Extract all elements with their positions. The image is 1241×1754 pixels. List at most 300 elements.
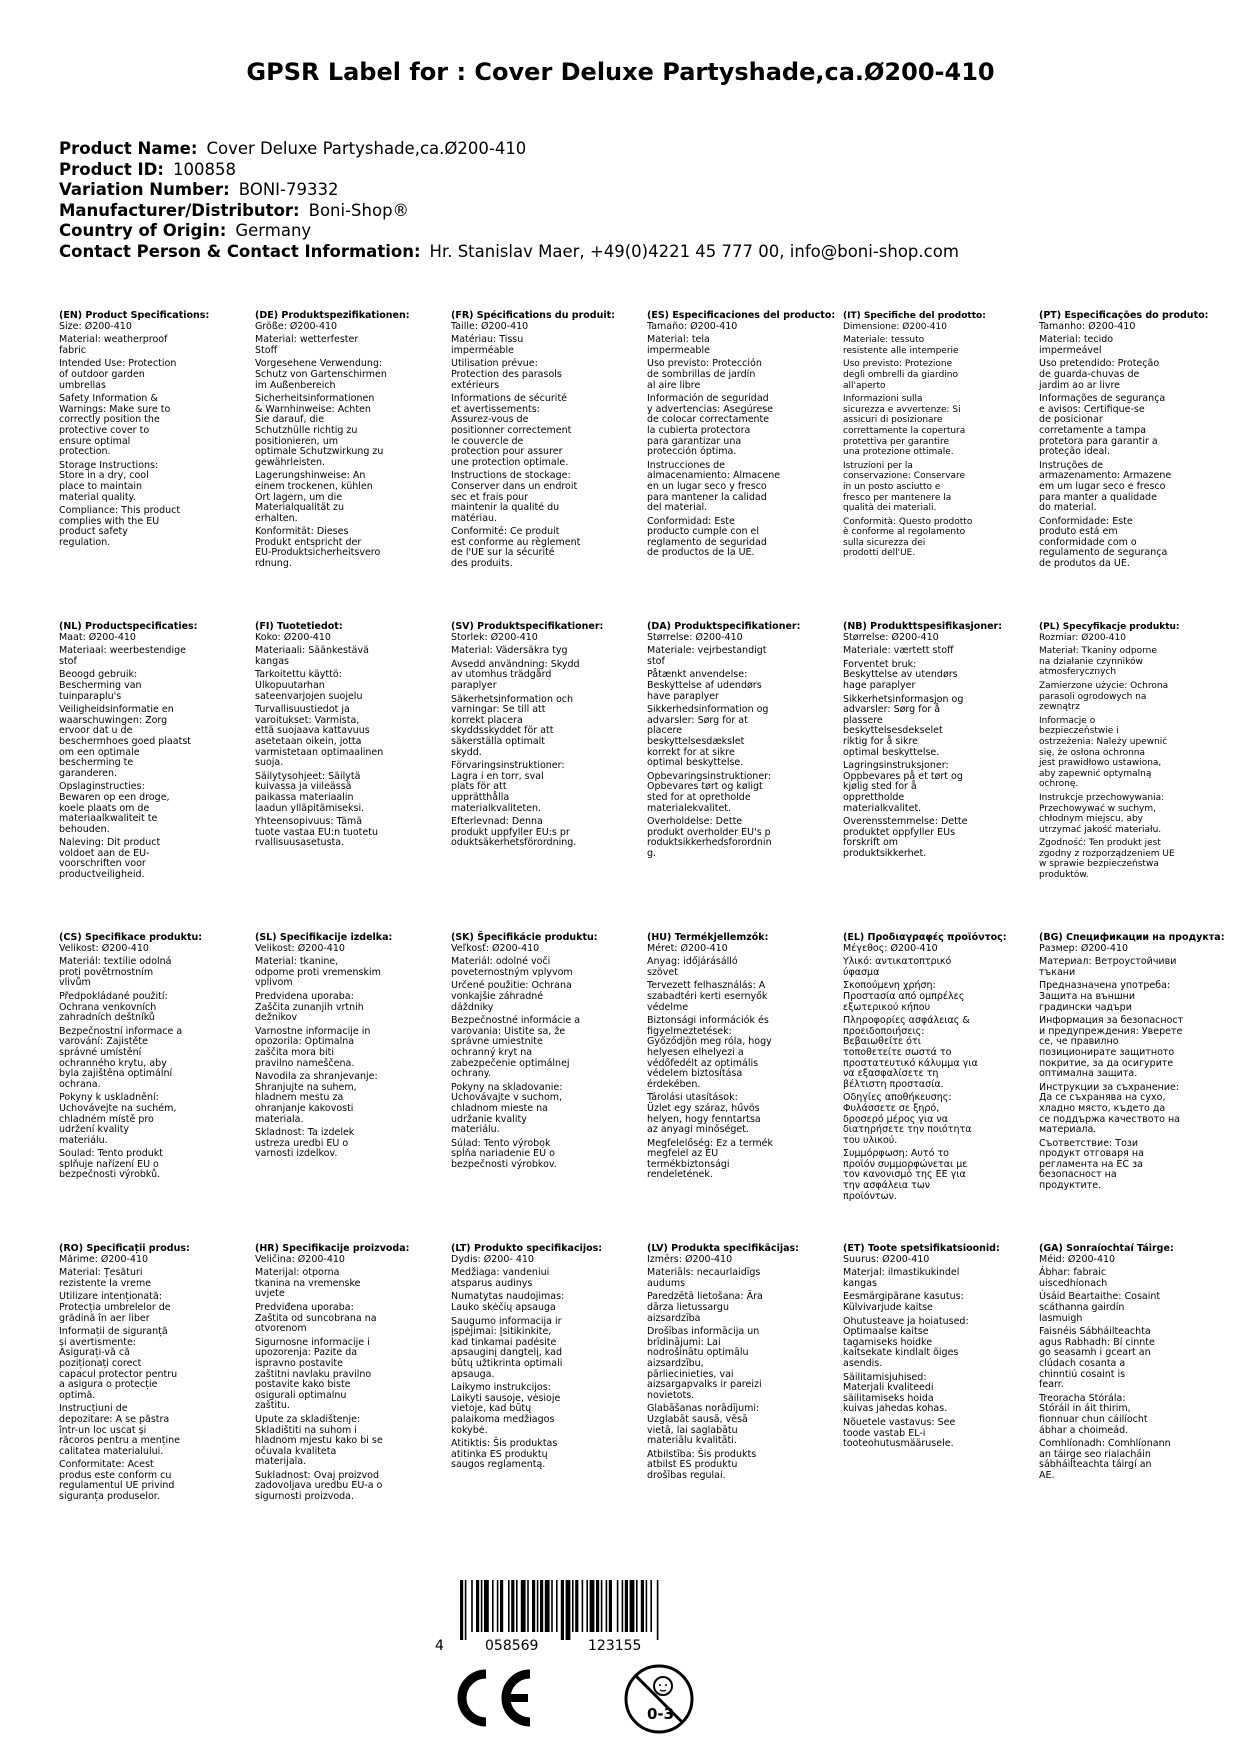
spec-line: Sikkerhetsinformasjon og — [843, 693, 964, 705]
spec-line: Material: tkanine, — [255, 956, 339, 968]
spec-line: Información de seguridad — [647, 393, 769, 405]
spec-line: Material: tela — [647, 334, 710, 346]
product-info — [59, 139, 1209, 263]
spec-line: stof — [59, 655, 77, 667]
spec-line: zewnątrz — [1039, 702, 1080, 713]
spec-line: varnosti izdelkov. — [255, 1148, 338, 1160]
spec-line: w sprawie bezpieczeństwa — [1039, 859, 1159, 870]
spec-line: bescherming te — [59, 757, 134, 769]
spec-line: Uso previsto: Protección — [647, 358, 762, 370]
spec-line: Størrelse: Ø200-410 — [843, 631, 939, 643]
spec-line: materiálu. — [59, 1134, 108, 1146]
spec-heading: (BG) Спецификации на продукта: — [1039, 932, 1225, 943]
spec-line: tuote vastaa EU:n tuotetu — [255, 826, 378, 838]
spec-line: Materijal: otporna — [255, 1267, 340, 1279]
spec-line: rdnung. — [255, 558, 292, 570]
spec-line: Velikost: Ø200-410 — [59, 942, 149, 954]
spec-line: optimal beskyttelse. — [647, 757, 744, 769]
spec-line: Tamanho: Ø200-410 — [1039, 320, 1136, 332]
spec-line: τοποθετείτε σωστά το — [843, 1046, 952, 1058]
spec-line: Glabāšanas norādījumi: — [647, 1403, 760, 1415]
spec-line: odporne proti vremenskim — [255, 966, 381, 978]
spec-line: chladnom mieste na — [451, 1102, 548, 1114]
spec-line: sicurezza e avvertenze: Si — [843, 404, 961, 415]
spec-line: Materiál: textilie odolná — [59, 956, 172, 968]
spec-heading: (DE) Produktspezifikationen: — [255, 310, 410, 321]
spec-line: Pokyny na skladovanie: — [451, 1081, 563, 1093]
spec-line: Ohutusteave ja hoiatused: — [843, 1315, 969, 1327]
spec-block — [843, 622, 1003, 859]
spec-line: τον κανονισμό της ΕΕ για — [843, 1169, 966, 1181]
spec-line: Lagringsinstruksjoner: — [843, 760, 949, 772]
spec-line: beskyttelsesdækslet — [647, 735, 745, 747]
spec-line: správné umístění — [59, 1046, 142, 1058]
product-info-label: Country of Origin: — [59, 221, 227, 241]
spec-heading: (SL) Specifikacije izdelka: — [255, 932, 393, 943]
spec-line: Velikost: Ø200-410 — [255, 942, 345, 954]
barcode-bar — [572, 1580, 574, 1632]
spec-line: protetora para garantir a — [1039, 435, 1158, 447]
spec-line: Material: Vädersäkra tyg — [451, 645, 568, 657]
spec-line: Veľkosť: Ø200-410 — [451, 942, 540, 954]
spec-line: материала. — [1039, 1124, 1097, 1136]
spec-heading: (FI) Tuotetiedot: — [255, 621, 343, 632]
barcode-bar — [465, 1580, 467, 1640]
spec-line: aizsardzība — [647, 1312, 701, 1324]
spec-line: ύφασμα — [843, 966, 880, 978]
spec-heading: (LT) Produkto specifikacijos: — [451, 1243, 603, 1254]
spec-line: de guarda-chuvas de — [1039, 368, 1140, 380]
spec-line: Zamierzone użycie: Ochrona — [1039, 680, 1169, 691]
barcode-right-digits: 123155 — [588, 1638, 642, 1654]
spec-line: imperméable — [451, 344, 514, 356]
spec-line: protettiva per garantire — [843, 436, 950, 447]
spec-line: Intended Use: Protection — [59, 358, 177, 370]
product-info-value: Cover Deluxe Partyshade,ca.Ø200-410 — [206, 139, 527, 158]
spec-line: Drošības informācija un — [647, 1326, 760, 1338]
spec-line: atbilst ES produktu — [647, 1459, 738, 1471]
spec-line: varování: Zajistěte — [59, 1036, 148, 1048]
spec-line: osigurali optimalnu — [255, 1389, 347, 1401]
spec-line: regulation. — [59, 536, 111, 548]
spec-line: érdekében. — [647, 1078, 701, 1090]
spec-line: EU-Produktsicherheitsvero — [255, 547, 381, 559]
spec-line: Storlek: Ø200-410 — [451, 631, 538, 643]
spec-line: kangas — [843, 1277, 877, 1289]
spec-line: optimal beskyttelse. — [843, 746, 940, 758]
spec-line: dārza lietussargu — [647, 1301, 729, 1313]
spec-line: sted for at opretholde — [647, 791, 751, 803]
spec-heading: (IT) Specifiche del prodotto: — [843, 311, 986, 321]
spec-line: Συμμόρφωση: Αυτό το — [843, 1148, 949, 1160]
spec-line: des produits. — [451, 558, 513, 570]
spec-line: Předpokládané použití: — [59, 990, 168, 1002]
spec-line: para manter a qualidade — [1039, 491, 1157, 503]
spec-line: de l'UE sur la sécurité — [451, 547, 555, 559]
spec-line: Sukladnost: Ovaj proizvod — [255, 1469, 379, 1481]
barcode-bar — [636, 1580, 638, 1632]
spec-line: brīdinājumi: Lai — [647, 1336, 721, 1348]
spec-line: Beskyttelse af udendørs — [647, 679, 762, 691]
spec-line: Sicherheitsinformationen — [255, 393, 375, 405]
spec-line: се, че правилно — [1039, 1036, 1119, 1048]
spec-line: complies with the EU — [59, 515, 160, 527]
spec-line: zaštitu. — [255, 1400, 290, 1412]
spec-line: stof — [647, 655, 665, 667]
spec-line: Size: Ø200-410 — [59, 320, 132, 332]
spec-line: figyelmeztetések: — [647, 1025, 732, 1037]
spec-line: sateenvarjojen suojelu — [255, 690, 363, 702]
spec-line: megfelel az EU — [647, 1148, 719, 1160]
spec-line: Zaštita od suncobrana na — [255, 1312, 377, 1324]
spec-line: of outdoor garden — [59, 368, 145, 380]
spec-line: protective cover to — [59, 424, 150, 436]
spec-line: Bezpečnostné informácie a — [451, 1015, 581, 1027]
spec-line: zgodny z rozporządzeniem UE — [1039, 848, 1175, 859]
spec-line: Méret: Ø200-410 — [647, 942, 728, 954]
spec-line: Maat: Ø200-410 — [59, 631, 136, 643]
spec-line: advarsler: Sørg for at — [647, 714, 748, 726]
spec-line: Opbevaringsinstruktioner: — [647, 770, 772, 782]
spec-line: Atbilstība: Šis produkts — [647, 1448, 757, 1460]
spec-line: Material: tecido — [1039, 334, 1114, 346]
spec-line: Skladnost: Ta izdelek — [255, 1127, 355, 1139]
spec-line: Instruções de — [1039, 459, 1104, 471]
spec-line: forskrift om — [843, 837, 899, 849]
spec-line: Materjal: ilmastikukindel — [843, 1267, 960, 1279]
product-info-label: Product ID: — [59, 159, 164, 179]
barcode-bar — [540, 1580, 543, 1632]
spec-line: byla zajištěna optimální — [59, 1068, 173, 1080]
spec-line: Medžiaga: vandeniui — [451, 1267, 550, 1279]
barcode-bar — [497, 1580, 499, 1632]
spec-line: Σκοπούμενη χρήση: — [843, 980, 936, 992]
spec-line: Faisnéis Sábháilteachta — [1039, 1326, 1151, 1338]
spec-line: vplivom — [255, 977, 293, 989]
spec-line: Zaščita zunanjih vrtnih — [255, 1001, 364, 1013]
spec-heading: (FR) Spécifications du produit: — [451, 310, 615, 321]
spec-line: de sombrillas de jardín — [647, 368, 756, 380]
spec-line: correctly position the — [59, 414, 160, 426]
spec-line: une protection optimale. — [451, 456, 569, 468]
spec-line: beskyttelsesdekselet — [843, 725, 943, 737]
spec-block — [59, 622, 219, 881]
spec-line: βέλτιστη προστασία. — [843, 1078, 944, 1090]
spec-line: materialekvalitet. — [647, 802, 732, 814]
spec-line: utrzymać jakość materiału. — [1039, 824, 1162, 835]
spec-line: Ort lagern, um die — [255, 491, 343, 503]
spec-line: Lagerungshinweise: An — [255, 470, 366, 482]
barcode-bar — [481, 1580, 483, 1632]
spec-line: uvjete — [255, 1288, 285, 1300]
spec-line: Varnostne informacije in — [255, 1025, 371, 1037]
spec-line: material quality. — [59, 491, 136, 503]
product-info-label: Variation Number: — [59, 180, 230, 200]
spec-line: materiaalkwaliteit te — [59, 813, 158, 825]
spec-line: būtų užtikrinta optimali — [451, 1357, 563, 1369]
spec-line: Yhteensopivuus: Tämä — [255, 816, 363, 828]
spec-line: parasoli ogrodowych na — [1039, 691, 1147, 702]
spec-block — [843, 311, 1003, 559]
spec-line: Bescherming van — [59, 679, 142, 691]
spec-line: Да се съхранява на сухо, — [1039, 1092, 1166, 1104]
spec-line: y advertencias: Asegúrese — [647, 403, 773, 415]
spec-line: védelme — [647, 1001, 689, 1013]
spec-line: Instructions de stockage: — [451, 470, 571, 482]
spec-line: Förvaringsinstruktioner: — [451, 760, 565, 772]
spec-line: atitinka ES produktų — [451, 1448, 548, 1460]
spec-line: otvorenom — [255, 1323, 307, 1335]
spec-line: προειδοποιήσεις: — [843, 1025, 925, 1037]
spec-line: ostrzeżenia: Należy upewnić — [1039, 736, 1168, 747]
spec-line: riktig for å sikre — [843, 735, 919, 747]
barcode — [430, 1580, 750, 1654]
spec-line: fresco per mantenere la — [843, 492, 952, 503]
product-info-row — [59, 201, 1209, 222]
spec-line: να εξασφαλίσετε τη — [843, 1068, 939, 1080]
spec-line: opozorila: Optimalna — [255, 1036, 355, 1048]
barcode-bar — [551, 1580, 553, 1632]
spec-line: kuivassa ja viileässä — [255, 781, 352, 793]
barcode-bar — [630, 1580, 635, 1632]
barcode-bar — [460, 1580, 463, 1640]
spec-line: prodotti dell'UE. — [843, 548, 916, 559]
spec-line: Uchovávajte v suchom, — [451, 1092, 563, 1104]
spec-line: materiālu kvalitāti. — [647, 1435, 737, 1447]
spec-line: Conformidade: Este — [1039, 515, 1133, 527]
spec-line: Informazioni sulla — [843, 394, 923, 405]
spec-block — [451, 310, 615, 570]
spec-line: Informations de sécurité — [451, 393, 568, 405]
spec-line: paikassa materiaalin — [255, 791, 354, 803]
spec-line: Veiligheidsinformatie en — [59, 704, 174, 716]
spec-line: Защита на външни — [1039, 990, 1136, 1002]
spec-line: udržení kvality — [59, 1124, 130, 1136]
product-info-row — [59, 221, 1209, 242]
spec-line: Utilizare intenționată: — [59, 1291, 162, 1303]
spec-line: tuinparaplu's — [59, 690, 122, 702]
spec-line: Материал: Ветроустойчиви — [1039, 956, 1177, 968]
not-for-children-0-3-icon — [623, 1663, 695, 1735]
spec-heading: (NB) Produkttspesifikasjoner: — [843, 621, 1003, 632]
spec-line: Beoogd gebruik: — [59, 669, 138, 681]
spec-line: ohranjanje kakovosti — [255, 1102, 354, 1114]
spec-line: positionner correctement — [451, 424, 572, 436]
spec-line: produktsikkerhet. — [843, 847, 927, 859]
spec-line: & Warnhinweise: Achten — [255, 403, 371, 415]
spec-line: Materiale: vejrbestandigt — [647, 645, 767, 657]
spec-line: într-un loc uscat și — [59, 1424, 147, 1436]
spec-line: maintenir la qualité du — [451, 502, 560, 514]
product-info-value: Boni-Shop® — [308, 200, 410, 220]
product-info-row — [59, 242, 1209, 263]
barcode-bar — [622, 1580, 624, 1632]
spec-line: säkerställa optimalt — [451, 735, 545, 747]
spec-heading: (NL) Productspecificaties: — [59, 621, 198, 632]
spec-line: produktów. — [1039, 870, 1089, 881]
barcode-bar — [617, 1580, 619, 1632]
spec-line: Οδηγίες αποθήκευσης: — [843, 1092, 952, 1104]
spec-line: Atitiktis: Šis produktas — [451, 1438, 558, 1450]
spec-line: προϊόν συμμορφώνεται με — [843, 1158, 968, 1170]
spec-line: позиционирате защитното — [1039, 1046, 1175, 1058]
spec-line: Μέγεθος: Ø200-410 — [843, 942, 938, 954]
barcode-bar — [492, 1580, 494, 1632]
spec-line: Optimaalse kaitse — [843, 1326, 929, 1338]
spec-block — [59, 933, 219, 1181]
spec-line: Lagra i en torr, sval — [451, 770, 544, 782]
spec-line: siguranța produselor. — [59, 1491, 160, 1503]
spec-line: postavite kako biste — [255, 1379, 351, 1391]
spec-line: vietā, lai saglabātu — [647, 1424, 738, 1436]
spec-block — [255, 622, 415, 849]
spec-line: Φυλάσσετε σε ξηρό, — [843, 1102, 940, 1114]
spec-line: correttamente la copertura — [843, 425, 966, 436]
spec-line: Győződjön meg róla, hogy — [647, 1036, 772, 1048]
spec-line: Méid: Ø200-410 — [1039, 1253, 1116, 1265]
spec-line: Säilytysohjeet: Säilytä — [255, 770, 361, 782]
spec-line: Conformité: Ce produit — [451, 526, 560, 538]
spec-line: προστατευτικό κάλυμμα για — [843, 1057, 978, 1069]
spec-line: kuivas jahedas kohas. — [843, 1403, 948, 1415]
barcode-bar — [646, 1580, 648, 1632]
spec-line: an táirge seo rialacháin — [1039, 1448, 1151, 1460]
barcode-bar — [537, 1580, 539, 1632]
spec-line: oduktsäkerhetsförordning. — [451, 837, 577, 849]
product-info-value: Hr. Stanislav Maer, +49(0)4221 45 777 00, info@boni-shop.com — [429, 241, 959, 261]
spec-line: e avisos: Certifique-se — [1039, 403, 1145, 415]
spec-heading: (PT) Especificações do produto: — [1039, 310, 1209, 321]
spec-line: depozitare: A se păstra — [59, 1413, 170, 1425]
spec-block — [843, 1244, 1003, 1450]
spec-line: protection. — [59, 446, 111, 458]
spec-line: gewährleisten. — [255, 456, 326, 468]
spec-line: vietoje, kad būtų — [451, 1403, 532, 1415]
spec-line: Opslaginstructies: — [59, 781, 145, 793]
spec-line: voorschriften voor — [59, 858, 146, 870]
spec-line: udržanie kvality — [451, 1113, 527, 1125]
spec-line: az anyagi minőséget. — [647, 1124, 749, 1136]
spec-line: ispravno postavite — [255, 1357, 343, 1369]
spec-line: rendeletének. — [647, 1169, 713, 1181]
barcode-bar — [641, 1580, 644, 1632]
spec-line: chladném místě pro — [59, 1113, 154, 1125]
spec-line: Skladištiti na suhom i — [255, 1424, 357, 1436]
spec-line: Przechowywać w suchym, — [1039, 803, 1156, 814]
spec-line: produkt uppfyller EU:s pr — [451, 826, 570, 838]
spec-line: atmosferycznych — [1039, 667, 1117, 678]
spec-line: Utilisation prévue: — [451, 358, 538, 370]
spec-line: et avertissements: — [451, 403, 540, 415]
spec-line: de produtos da UE. — [1039, 558, 1130, 570]
spec-line: įspėjimai: Įsitikinkite, — [451, 1326, 552, 1338]
spec-line: δροσερό μέρος για να — [843, 1113, 948, 1125]
spec-line: ochrana. — [59, 1078, 101, 1090]
spec-line: että suojaava kattavuus — [255, 725, 370, 737]
barcode-bar — [601, 1580, 603, 1632]
spec-line: Tárolási utasítások: — [647, 1092, 738, 1104]
spec-line: hladnem mestu za — [255, 1092, 344, 1104]
spec-line: upozorenja: Pazite da — [255, 1347, 358, 1359]
spec-line: upprätthålla — [451, 791, 510, 803]
spec-line: materiala. — [255, 1113, 304, 1125]
spec-line: nodrošinātu optimālu — [647, 1347, 749, 1359]
spec-line: impermeável — [1039, 344, 1102, 356]
spec-line: asendis. — [843, 1357, 883, 1369]
spec-line: Numatytas naudojimas: — [451, 1291, 565, 1303]
spec-line: zaštitni navlaku pravilno — [255, 1368, 372, 1380]
spec-line: kokybė. — [451, 1424, 488, 1436]
spec-line: aby zapewnić optymalną — [1039, 768, 1152, 779]
spec-line: jest prawidłowo ustawiona, — [1039, 758, 1162, 769]
spec-line: хладно място, където да — [1039, 1102, 1166, 1114]
spec-line: Safety Information & — [59, 393, 158, 405]
spec-line: продуктите. — [1039, 1180, 1102, 1192]
spec-line: Materiaal: weerbestendige — [59, 645, 186, 657]
spec-heading: (LV) Produkta specifikācijas: — [647, 1243, 799, 1254]
spec-line: Material: wetterfester — [255, 334, 359, 346]
spec-line: Conserver dans un endroit — [451, 480, 578, 492]
spec-line: sigurnosti proizvoda. — [255, 1491, 355, 1503]
spec-line: răcoros pentru a menține — [59, 1435, 180, 1447]
spec-line: rvallisuusasetusta. — [255, 837, 345, 849]
page-title: GPSR Label for : Cover Deluxe Partyshade,ca.Ø200-410 — [246, 58, 995, 86]
spec-line: Lauko skėčių apsauga — [451, 1301, 556, 1313]
spec-line: paraplyer — [451, 679, 497, 691]
spec-line: Bezpečnostní informace a — [59, 1025, 183, 1037]
barcode-bar — [516, 1580, 518, 1632]
spec-line: sulla sicurezza dei — [843, 537, 926, 548]
spec-line: para mantener la calidad — [647, 491, 767, 503]
spec-line: Pokyny k uskladnění: — [59, 1092, 159, 1104]
spec-line: la cubierta protectora — [647, 424, 751, 436]
spec-line: matériau. — [451, 512, 498, 524]
spec-line: Materiál: odolné voči — [451, 956, 551, 968]
spec-heading: (EN) Product Specifications: — [59, 310, 210, 321]
spec-line: vlivům — [59, 977, 91, 989]
spec-line: säilitamiseks hoida — [843, 1392, 934, 1404]
spec-line: fabric — [59, 344, 86, 356]
spec-line: proteção ideal. — [1039, 446, 1110, 458]
spec-line: splňuje nařízení EU o — [59, 1158, 159, 1170]
spec-line: Üzlet egy száraz, hűvös — [647, 1102, 760, 1114]
spec-line: hladnom mjestu kako bi se — [255, 1435, 383, 1447]
barcode-bar — [609, 1580, 612, 1632]
spec-line: suoja. — [255, 757, 284, 769]
spec-line: termékbiztonsági — [647, 1158, 730, 1170]
spec-line: armazenamento: Armazene — [1039, 470, 1172, 482]
spec-line: Laikymo instrukcijos: — [451, 1382, 551, 1394]
barcode-bar — [582, 1580, 584, 1632]
spec-line: Taille: Ø200-410 — [451, 320, 529, 332]
product-info-label: Manufacturer/Distributor: — [59, 200, 300, 220]
spec-line: Efterlevnad: Denna — [451, 816, 543, 828]
spec-line: Tervezett felhasználás: A — [647, 980, 766, 992]
age-range-label: 0-3 — [647, 1705, 675, 1723]
product-info-value: 100858 — [172, 159, 236, 179]
barcode-bar — [500, 1580, 503, 1632]
spec-line: Istruzioni per la — [843, 460, 913, 471]
spec-heading: (RO) Specificații produs: — [59, 1243, 190, 1254]
spec-block — [59, 1244, 219, 1503]
spec-line: le couvercle de — [451, 435, 524, 447]
spec-line: em um lugar seco e fresco — [1039, 480, 1166, 492]
spec-line: aizsardzību, — [647, 1357, 704, 1369]
spec-line: ervoor dat u de — [59, 725, 133, 737]
spec-line: Úsáid Beartaithe: Cosaint — [1039, 1291, 1161, 1303]
spec-line: koele plaats om de — [59, 802, 150, 814]
spec-heading: (HU) Termékjellemzők: — [647, 932, 769, 943]
